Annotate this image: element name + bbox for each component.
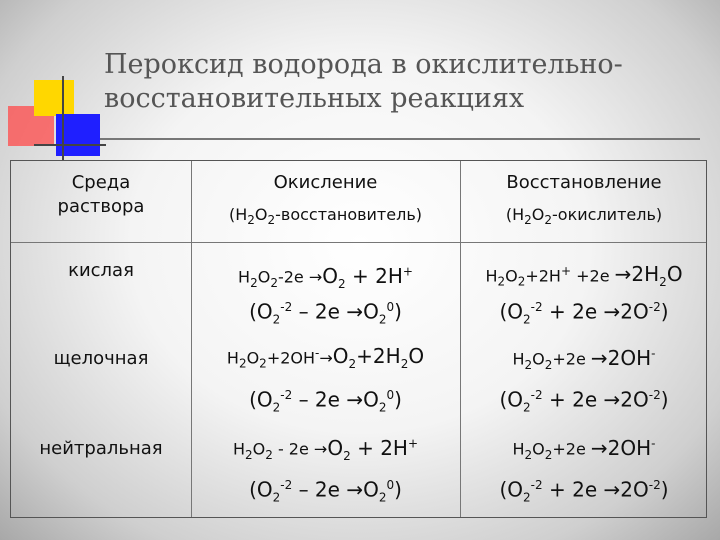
reactions-table (10, 160, 707, 518)
row-alkaline-reduction-eq1: $H_2O_2+2e \to 2OH^-$ (512, 345, 656, 372)
row-alkaline-medium: щелочная (53, 348, 149, 369)
row-acid-oxidation-eq2: $(O_2^{-2} - 2e \to O_2^0)$ (249, 299, 402, 327)
header-medium-line2: раствора (57, 196, 145, 217)
row-alkaline-oxidation-eq1: $H_2O_2+2OH^-\to O_2+2H_2O$ (226, 344, 425, 372)
decor-yellow-square (34, 80, 74, 116)
header-medium-line1: Среда (71, 172, 131, 193)
row-acid-reduction-eq1: $H_2O_2+2H^+ +2e \to 2H_2O$ (485, 262, 683, 290)
row-alkaline-oxidation-eq2: $(O_2^{-2} - 2e \to O_2^0)$ (249, 387, 402, 415)
header-reduction-role: $(H_2O_2-окислитель)$ (505, 205, 663, 228)
slide-title (104, 48, 704, 116)
row-neutral-reduction-eq2: $(O_2^{-2} + 2e \to 2O^{-2})$ (499, 477, 669, 505)
header-oxidation-role: $(H_2O_2-восстановитель)$ (228, 205, 422, 228)
header-reduction (460, 171, 708, 195)
row-acid-medium: кислая (68, 260, 134, 281)
decor-vertical-line (62, 76, 64, 160)
title-underline (100, 138, 700, 140)
row-alkaline-reduction-eq2: $(O_2^{-2} + 2e \to 2O^{-2})$ (499, 387, 669, 415)
header-medium (11, 171, 191, 219)
row-neutral-oxidation-eq1: $H_2O_2 - 2e \to O_2 + 2H^+$ (232, 435, 419, 463)
row-acid-oxidation-eq1: $H_2O_2-2e \to O_2 + 2H^+$ (238, 263, 413, 291)
row-neutral-medium: нейтральная (39, 438, 163, 459)
header-oxidation (191, 171, 460, 195)
header-oxidation-label: Окисление (273, 172, 378, 193)
slide-title-line1: Пероксид водорода в окислительно- (104, 49, 623, 80)
row-acid-reduction-eq2: $(O_2^{-2} + 2e \to 2O^{-2})$ (499, 299, 669, 327)
row-neutral-reduction-eq1: $H_2O_2+2e \to 2OH^-$ (512, 435, 656, 462)
decor-horizontal-line (34, 144, 106, 146)
row-divider-header (11, 242, 706, 243)
slide-title-line2: восстановительных реакциях (104, 83, 525, 114)
row-neutral-oxidation-eq2: $(O_2^{-2} - 2e \to O_2^0)$ (249, 477, 402, 505)
header-reduction-label: Восстановление (506, 172, 662, 193)
